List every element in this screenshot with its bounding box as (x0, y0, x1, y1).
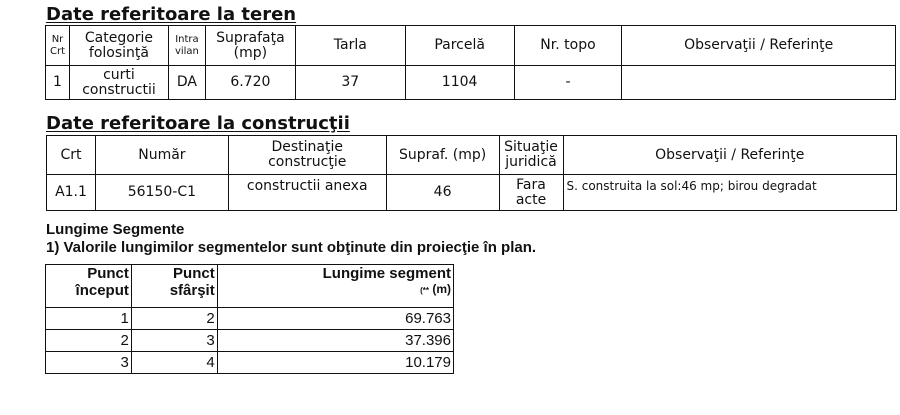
teren-table (45, 25, 896, 100)
cell-start: 1 (46, 308, 132, 330)
cell-length: 10.179 (217, 352, 453, 374)
segmente-table (45, 264, 454, 374)
header-destinatie: Destinaţie construcţie (228, 136, 386, 175)
cell-suprafata: 6.720 (205, 66, 295, 100)
unit-label: (m) (432, 281, 451, 296)
cell-suprafata-constr: 46 (386, 175, 499, 211)
constructii-header-row (47, 136, 897, 175)
header-situatie: Situaţie juridică (499, 136, 563, 175)
cell-situatie: Fara acte (499, 175, 563, 211)
cell-observatii-constr: S. construita la sol:46 mp; birou degradat (563, 175, 897, 211)
cell-numar: 56150-C1 (95, 175, 228, 211)
cell-end: 4 (131, 352, 217, 374)
cell-length: 69.763 (217, 308, 453, 330)
cell-start: 3 (46, 352, 132, 374)
cell-observatii (622, 66, 896, 100)
teren-header-row (46, 26, 896, 66)
segmente-note: 1) Valorile lungimilor segmentelor sunt obţinute din proiecţie în plan. (46, 239, 537, 256)
header-lungime-segment: Lungime segment (** (m) (217, 265, 453, 308)
teren-heading: Date referitoare la teren (46, 4, 297, 25)
cell-destinatie: constructii anexa (228, 175, 386, 211)
constructii-heading: Date referitoare la construcţii (46, 113, 350, 134)
header-nr-crt: Nr Crt (46, 26, 70, 66)
table-row (46, 330, 454, 352)
header-categorie: Categorie folosinţă (69, 26, 168, 66)
header-suprafata: Suprafaţa (mp) (205, 26, 295, 66)
cell-intravilan: DA (168, 66, 205, 100)
constructii-row (47, 175, 897, 211)
header-numar: Număr (95, 136, 228, 175)
cell-end: 2 (131, 308, 217, 330)
segmente-title: Lungime Segmente (46, 221, 185, 238)
cell-nr-crt: 1 (46, 66, 70, 100)
cell-start: 2 (46, 330, 132, 352)
header-tarla: Tarla (295, 26, 405, 66)
header-crt: Crt (47, 136, 96, 175)
constructii-table (46, 135, 897, 211)
teren-row (46, 66, 896, 100)
header-observatii-constr: Observaţii / Referinţe (563, 136, 897, 175)
header-observatii: Observaţii / Referinţe (622, 26, 896, 66)
cell-end: 3 (131, 330, 217, 352)
header-punct-inceput: Punct început (46, 265, 132, 308)
cell-crt: A1.1 (47, 175, 96, 211)
table-row (46, 308, 454, 330)
header-nr-topo: Nr. topo (514, 26, 622, 66)
header-punct-sfarsit: Punct sfârşit (131, 265, 217, 308)
table-row (46, 352, 454, 374)
cell-categorie: curti constructii (69, 66, 168, 100)
cell-nr-topo: - (514, 66, 622, 100)
unit-note-marker: (** (420, 285, 429, 295)
header-parcela: Parcelă (405, 26, 514, 66)
header-suprafata-constr: Supraf. (mp) (386, 136, 499, 175)
cell-tarla: 37 (295, 66, 405, 100)
segmente-header-row (46, 265, 454, 308)
header-intravilan: Intra vilan (168, 26, 205, 66)
cell-parcela: 1104 (405, 66, 514, 100)
cell-length: 37.396 (217, 330, 453, 352)
